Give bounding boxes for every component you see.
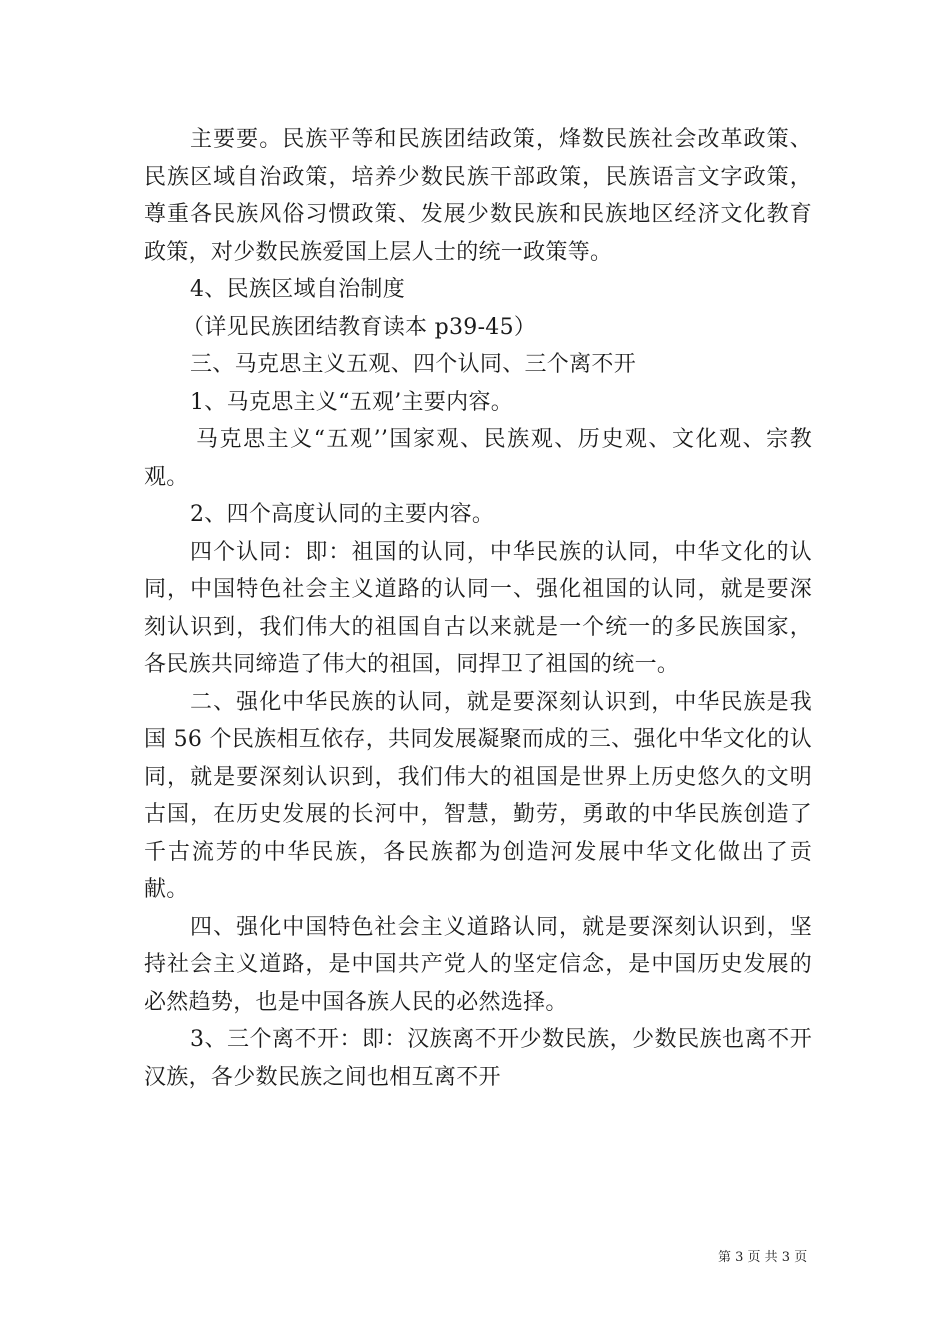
paragraph-p5: 1、马克思主义“五观’主要内容。 (190, 389, 514, 415)
paragraph-p10: 四、强化中国特色社会主义道路认同，就是要深刻认识到，坚持社会主义道路，是中国共产党人的坚定信念，是中国历史发展的必然趋势，也是中国各族人民的必然选择。 (144, 914, 812, 1015)
paragraph-p4: 三、马克思主义五观、四个认同、三个离不开 (190, 352, 637, 377)
paragraph-p1: 主要要。民族平等和民族团结政策，烽数民族社会改革政策、民族区域自治政策，培养少数民族干部政策，民族语言文字政策，尊重各民族风俗习惯政策、发展少数民族和民族地区经济文化教育政策，对少数民族爱国上层人士的统一政策等。 (144, 127, 812, 265)
document-body (144, 121, 812, 1096)
page-number-footer: 第 3 页 共 3 页 (718, 1250, 808, 1265)
paragraph-p6: 马克思主义“五观’’国家观、民族观、历史观、文化观、宗教观。 (144, 427, 812, 490)
paragraph-p8: 四个认同：即：祖国的认同，中华民族的认同，中华文化的认同，中国特色社会主义道路的认同一、强化祖国的认同，就是要深刻认识到，我们伟大的祖国自古以来就是一个统一的多民族国家，各民族共同缔造了伟大的祖国，同捍卫了祖国的统一。 (144, 539, 812, 677)
paragraph-p9: 二、强化中华民族的认同，就是要深刻认识到，中华民族是我国 56 个民族相互依存，共同发展凝聚而成的三、强化中华文化的认同，就是要深刻认识到，我们伟大的祖国是世界上历史悠久的文明古国，在历史发展的长河中，智慧，勤劳，勇敢的中华民族创造了千古流芳的中华民族，各民族都为创造河发展中华文化做出了贡献。 (144, 689, 812, 902)
paragraph-p11: 3、三个离不开：即：汉族离不开少数民族，少数民族也离不开汉族，各少数民族之间也相互离不开 (144, 1027, 812, 1090)
paragraph-p2: 4、民族区域自治制度 (190, 277, 405, 302)
paragraph-p7: 2、四个高度认同的主要内容。 (190, 502, 495, 527)
paragraph-p3: （详见民族团结教育读本 p39-45） (182, 314, 537, 340)
